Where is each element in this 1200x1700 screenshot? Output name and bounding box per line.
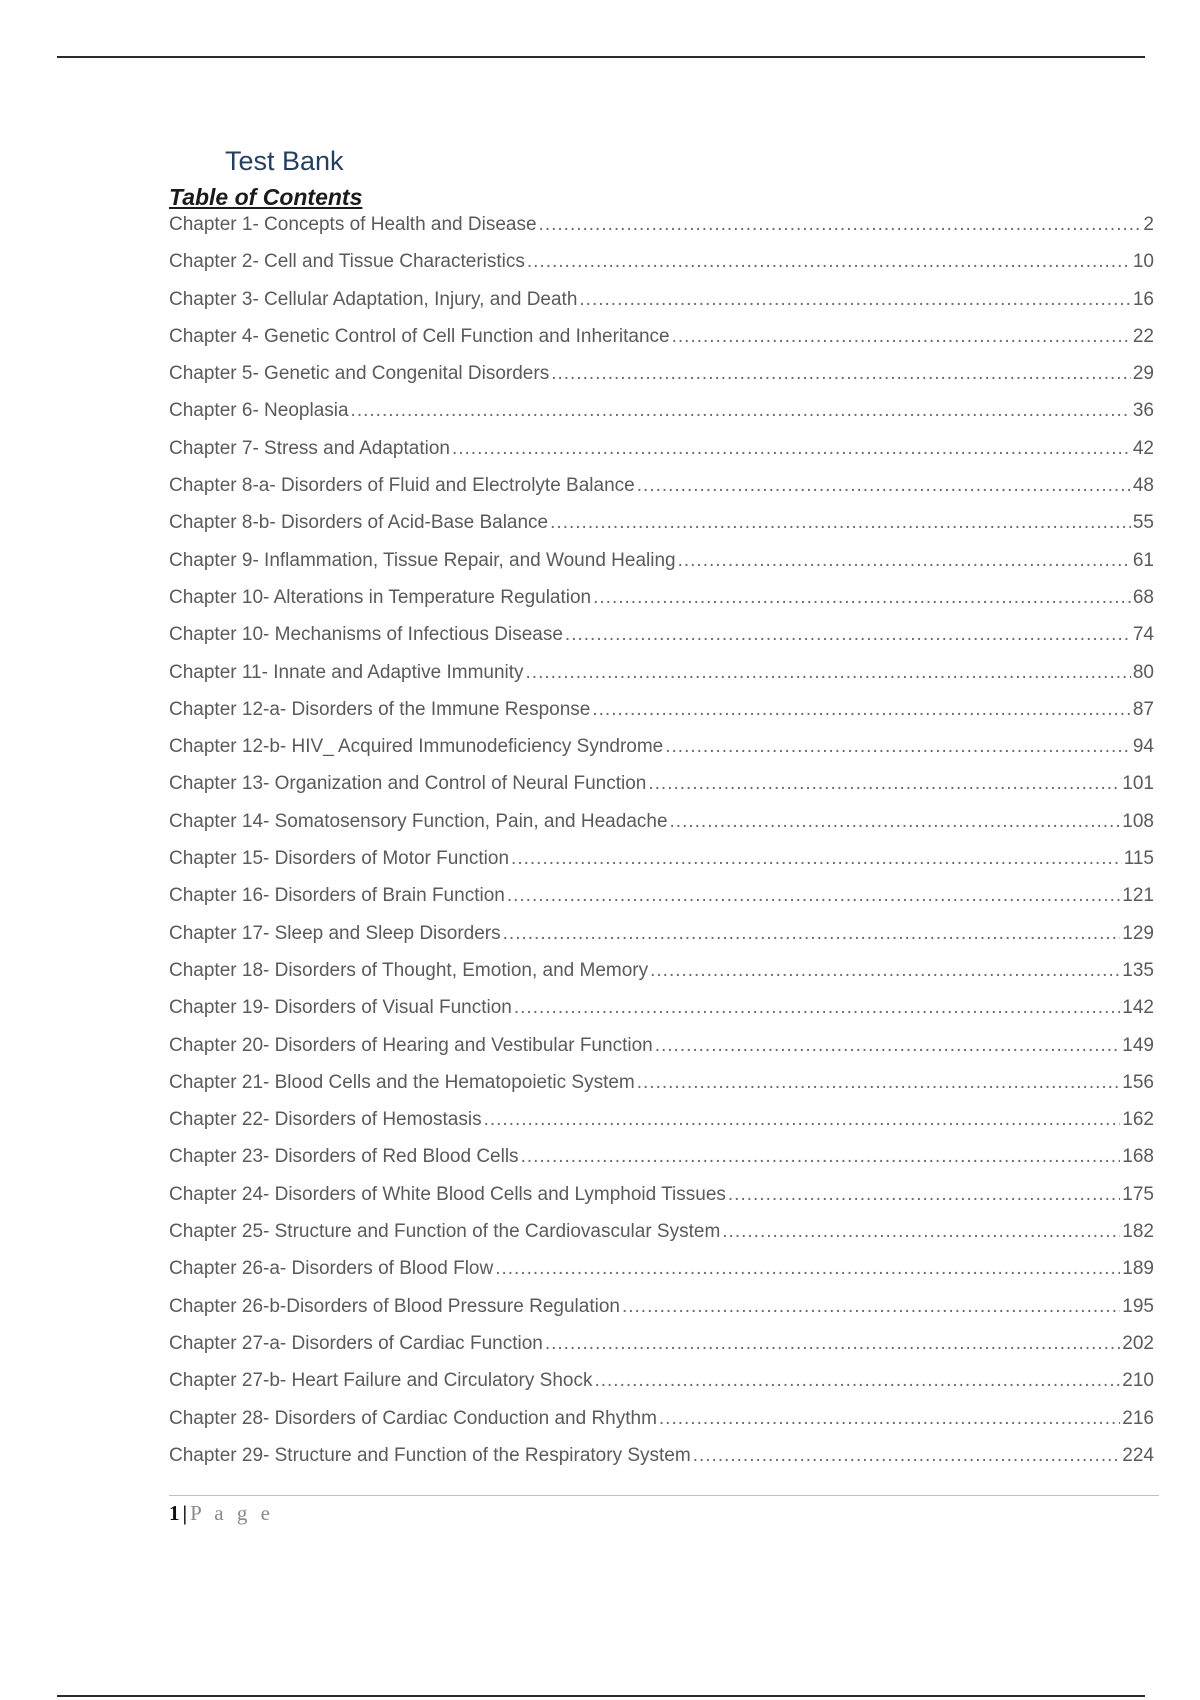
toc-entry-label[interactable]: Chapter 26-a- Disorders of Blood Flow — [169, 1258, 494, 1280]
toc-entry[interactable] — [169, 507, 1154, 544]
toc-dot-leader — [678, 545, 1131, 577]
toc-entry-page[interactable]: 156 — [1122, 1071, 1154, 1093]
toc-entry-page[interactable]: 202 — [1122, 1332, 1154, 1354]
toc-entry-page[interactable]: 2 — [1143, 214, 1154, 235]
toc-dot-leader — [648, 768, 1120, 800]
toc-entry-page[interactable]: 162 — [1122, 1109, 1154, 1131]
toc-entry-page[interactable]: 108 — [1122, 810, 1154, 832]
toc-entry-label[interactable]: Chapter 3- Cellular Adaptation, Injury, and Death — [169, 288, 578, 310]
page-word: P a g e — [190, 1501, 274, 1525]
toc-entry-page[interactable]: 195 — [1122, 1295, 1154, 1317]
toc-entry-page[interactable]: 80 — [1132, 661, 1154, 683]
toc-entry-page[interactable]: 87 — [1132, 698, 1154, 720]
toc-entry-page[interactable]: 216 — [1122, 1407, 1154, 1429]
toc-dot-leader — [550, 507, 1131, 539]
toc-entry[interactable] — [169, 1328, 1154, 1365]
toc-entry-page[interactable]: 224 — [1122, 1444, 1154, 1466]
toc-entry-page[interactable]: 42 — [1132, 437, 1154, 459]
toc-dot-leader — [637, 470, 1131, 502]
toc-entry-page[interactable]: 55 — [1132, 512, 1154, 534]
toc-entry[interactable] — [169, 582, 1154, 619]
toc-entry-label[interactable]: Chapter 16- Disorders of Brain Function — [169, 885, 505, 907]
toc-dot-leader — [527, 246, 1131, 278]
toc-entry[interactable] — [169, 992, 1154, 1029]
toc-entry-label[interactable]: Chapter 26-b-Disorders of Blood Pressure Regulation — [169, 1295, 620, 1317]
toc-dot-leader — [722, 1216, 1120, 1248]
toc-entry-label[interactable]: Chapter 22- Disorders of Hemostasis — [169, 1109, 482, 1131]
toc-entry-label[interactable]: Chapter 27-a- Disorders of Cardiac Function — [169, 1332, 543, 1354]
toc-entry-page[interactable]: 74 — [1132, 624, 1154, 646]
toc-entry-label[interactable]: Chapter 21- Blood Cells and the Hematopoietic System — [169, 1071, 635, 1093]
toc-entry[interactable] — [169, 619, 1154, 656]
toc-entry-label[interactable]: Chapter 19- Disorders of Visual Function — [169, 997, 512, 1019]
toc-entry-label[interactable]: Chapter 24- Disorders of White Blood Cells and Lymphoid Tissues — [169, 1183, 726, 1205]
toc-dot-leader — [507, 880, 1120, 912]
toc-entry-page[interactable]: 16 — [1132, 288, 1154, 310]
toc-entry-page[interactable]: 48 — [1132, 475, 1154, 497]
toc-dot-leader — [659, 1403, 1120, 1435]
toc-entry-label[interactable]: Chapter 17- Sleep and Sleep Disorders — [169, 922, 501, 944]
toc-entry-page[interactable]: 175 — [1122, 1183, 1154, 1205]
toc-dot-leader — [728, 1179, 1120, 1211]
toc-dot-leader — [452, 433, 1131, 465]
toc-dot-leader — [594, 1365, 1120, 1397]
toc-dot-leader — [503, 918, 1121, 950]
toc-entry[interactable] — [169, 284, 1154, 321]
toc-dot-leader — [592, 694, 1130, 726]
toc-entry-label[interactable]: Chapter 9- Inflammation, Tissue Repair, and Wound Healing — [169, 549, 676, 571]
toc-entry-page[interactable]: 101 — [1122, 773, 1154, 795]
toc-entry[interactable] — [169, 1291, 1154, 1328]
toc-entry[interactable] — [169, 731, 1154, 768]
toc-entry-label[interactable]: Chapter 1- Concepts of Health and Disease — [169, 214, 537, 235]
page-footer — [169, 1500, 274, 1527]
toc-entry-page[interactable]: 182 — [1122, 1221, 1154, 1243]
toc-entry[interactable] — [169, 1030, 1154, 1067]
toc-entry-label[interactable]: Chapter 12-a- Disorders of the Immune Response — [169, 698, 591, 720]
toc-entry-label[interactable]: Chapter 10- Alterations in Temperature Regulation — [169, 586, 592, 608]
toc-entry-label[interactable]: Chapter 27-b- Heart Failure and Circulatory Shock — [169, 1370, 593, 1392]
toc-entry-label[interactable]: Chapter 10- Mechanisms of Infectious Disease — [169, 624, 563, 646]
toc-dot-leader — [593, 582, 1131, 614]
toc-entry[interactable] — [169, 1179, 1154, 1216]
toc-entry-label[interactable]: Chapter 23- Disorders of Red Blood Cells — [169, 1146, 519, 1168]
toc-entry-page[interactable]: 36 — [1132, 400, 1154, 422]
toc-entry-label[interactable]: Chapter 15- Disorders of Motor Function — [169, 848, 510, 870]
toc-dot-leader — [655, 1030, 1121, 1062]
toc-dot-leader — [511, 843, 1122, 875]
toc-dot-leader — [545, 1328, 1120, 1360]
toc-entry[interactable] — [169, 395, 1154, 432]
toc-entry[interactable] — [169, 470, 1154, 507]
toc-dot-leader — [693, 1440, 1121, 1472]
toc-entry-page[interactable]: 22 — [1132, 325, 1154, 347]
toc-dot-leader — [637, 1067, 1121, 1099]
toc-entry-page[interactable]: 135 — [1122, 959, 1154, 981]
footer-rule — [169, 1495, 1159, 1496]
toc-entry[interactable] — [169, 358, 1154, 395]
toc-dot-leader — [514, 992, 1120, 1024]
header-rule — [57, 56, 1145, 58]
toc-entry-label[interactable]: Chapter 2- Cell and Tissue Characteristics — [169, 251, 525, 273]
toc-dot-leader — [622, 1291, 1120, 1323]
toc-entry[interactable] — [169, 246, 1154, 283]
toc-entry[interactable] — [169, 694, 1154, 731]
toc-entry[interactable] — [169, 433, 1154, 470]
toc-entry-page[interactable]: 29 — [1132, 363, 1154, 385]
toc-dot-leader — [484, 1104, 1121, 1136]
document-title: Test Bank — [225, 146, 344, 176]
toc-heading: Table of Contents — [169, 184, 363, 210]
toc-entry[interactable] — [169, 545, 1154, 582]
toc-dot-leader — [565, 619, 1131, 651]
toc-dot-leader — [526, 657, 1131, 689]
toc-entry[interactable] — [169, 1440, 1154, 1477]
toc-entry-page[interactable]: 121 — [1122, 885, 1154, 907]
toc-entry-label[interactable]: Chapter 18- Disorders of Thought, Emotion, and Memory — [169, 959, 649, 981]
toc-entry-label[interactable]: Chapter 5- Genetic and Congenital Disorders — [169, 363, 550, 385]
toc-entry[interactable] — [169, 1141, 1154, 1178]
toc-dot-leader — [495, 1253, 1120, 1285]
page-number: 1 — [169, 1501, 180, 1525]
toc-entry-label[interactable]: Chapter 8-a- Disorders of Fluid and Electrolyte Balance — [169, 475, 635, 497]
table-of-contents — [169, 209, 1154, 1477]
bottom-rule — [57, 1695, 1145, 1697]
toc-dot-leader — [579, 284, 1130, 316]
toc-entry-page[interactable]: 142 — [1122, 997, 1154, 1019]
toc-entry[interactable] — [169, 657, 1154, 694]
toc-entry[interactable] — [169, 768, 1154, 805]
toc-entry-label[interactable]: Chapter 11- Innate and Adaptive Immunity — [169, 661, 524, 683]
toc-entry-page[interactable]: 189 — [1122, 1258, 1154, 1280]
toc-entry-page[interactable]: 68 — [1132, 586, 1154, 608]
toc-entry-label[interactable]: Chapter 25- Structure and Function of the Cardiovascular System — [169, 1221, 721, 1243]
toc-entry-page[interactable]: 210 — [1122, 1370, 1154, 1392]
toc-entry[interactable] — [169, 880, 1154, 917]
toc-entry[interactable] — [169, 209, 1154, 246]
toc-entry[interactable] — [169, 1216, 1154, 1253]
toc-entry[interactable] — [169, 321, 1154, 358]
toc-dot-leader — [521, 1141, 1121, 1173]
toc-entry[interactable] — [169, 1253, 1154, 1290]
toc-entry[interactable] — [169, 1104, 1154, 1141]
toc-entry[interactable] — [169, 918, 1154, 955]
toc-entry-label[interactable]: Chapter 13- Organization and Control of Neural Function — [169, 773, 647, 795]
toc-dot-leader — [551, 358, 1131, 390]
toc-entry-page[interactable]: 149 — [1122, 1034, 1154, 1056]
toc-entry-page[interactable]: 94 — [1132, 736, 1154, 758]
footer-separator: | — [182, 1501, 188, 1525]
toc-entry-label[interactable]: Chapter 29- Structure and Function of the Respiratory System — [169, 1444, 691, 1466]
toc-entry-label[interactable]: Chapter 14- Somatosensory Function, Pain, and Headache — [169, 810, 668, 832]
toc-dot-leader — [351, 395, 1131, 427]
toc-dot-leader — [539, 209, 1142, 241]
toc-entry-label[interactable]: Chapter 12-b- HIV_ Acquired Immunodeficiency Syndrome — [169, 736, 664, 758]
toc-dot-leader — [665, 731, 1131, 763]
toc-entry-page[interactable]: 115 — [1123, 848, 1154, 870]
toc-entry[interactable] — [169, 843, 1154, 880]
toc-entry[interactable] — [169, 1403, 1154, 1440]
toc-entry-label[interactable]: Chapter 7- Stress and Adaptation — [169, 437, 450, 459]
toc-entry[interactable] — [169, 806, 1154, 843]
toc-dot-leader — [670, 806, 1121, 838]
toc-entry[interactable] — [169, 955, 1154, 992]
toc-entry[interactable] — [169, 1365, 1154, 1402]
toc-dot-leader — [650, 955, 1120, 987]
toc-entry-page[interactable]: 61 — [1132, 549, 1154, 571]
toc-entry-label[interactable]: Chapter 8-b- Disorders of Acid-Base Balance — [169, 512, 549, 534]
toc-entry-label[interactable]: Chapter 20- Disorders of Hearing and Vestibular Function — [169, 1034, 653, 1056]
toc-entry[interactable] — [169, 1067, 1154, 1104]
toc-entry-label[interactable]: Chapter 4- Genetic Control of Cell Function and Inheritance — [169, 325, 670, 347]
toc-dot-leader — [672, 321, 1131, 353]
toc-entry-label[interactable]: Chapter 28- Disorders of Cardiac Conduction and Rhythm — [169, 1407, 657, 1429]
toc-entry-page[interactable]: 10 — [1132, 251, 1154, 273]
toc-entry-page[interactable]: 129 — [1122, 922, 1154, 944]
toc-entry-label[interactable]: Chapter 6- Neoplasia — [169, 400, 349, 422]
toc-entry-page[interactable]: 168 — [1122, 1146, 1154, 1168]
